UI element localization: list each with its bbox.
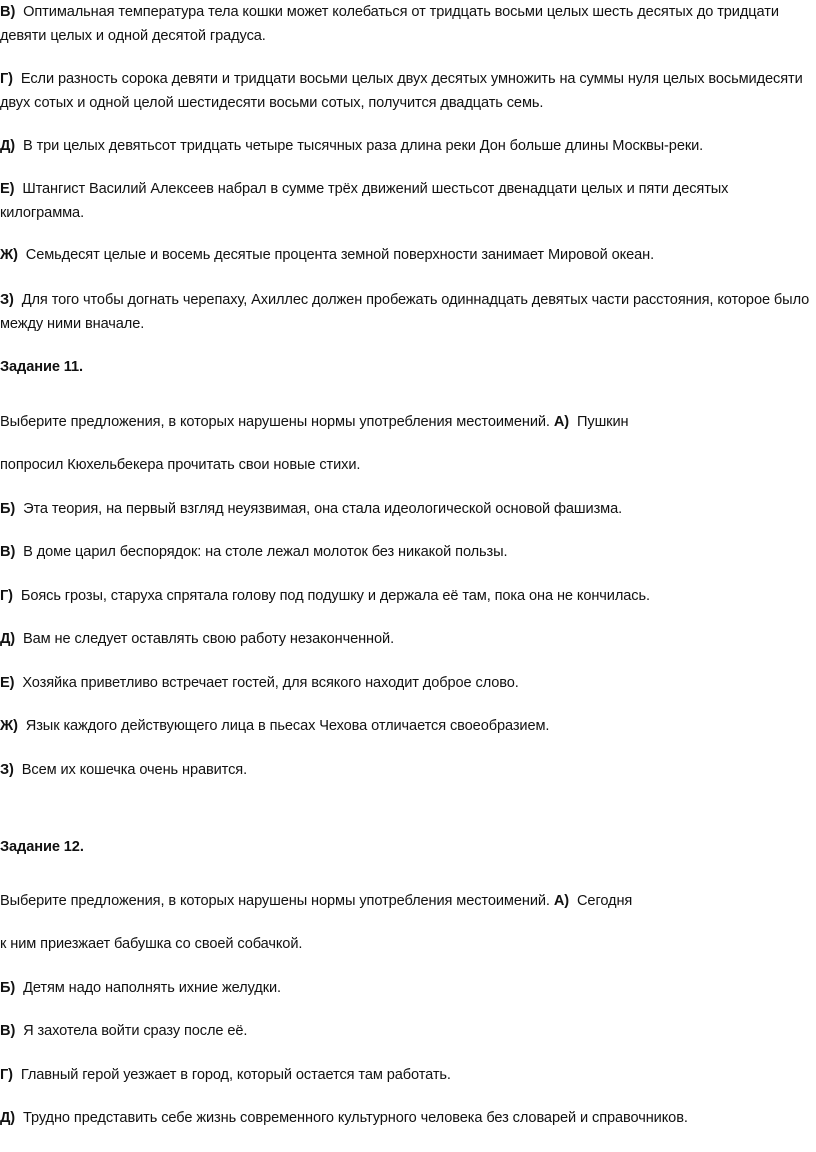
task10-item-e — [0, 177, 810, 225]
item-letter: В) — [0, 4, 16, 20]
task11-item-d — [0, 627, 810, 651]
item-letter: А) — [553, 414, 570, 430]
item-text: Язык каждого действующего лица в пьесах Чехова отличается своеобразием. — [25, 718, 550, 734]
item-letter: З) — [0, 762, 14, 778]
task11-intro: Выберите предложения, в которых нарушены нормы употребления местоимений. — [0, 414, 550, 430]
item-text: Если разность сорока девяти и тридцати восьми целых двух десятых умножить на суммы нуля целых восьмидесяти двух сотых и одной целой шестидесяти восьми сотых, получится двадцать семь. — [0, 71, 803, 111]
item-letter: Д) — [0, 138, 16, 154]
item-letter: Е) — [0, 181, 15, 197]
task10-item-z — [0, 288, 810, 336]
task12-intro-line — [0, 889, 810, 913]
item-letter: Ж) — [0, 718, 18, 734]
task11-item-a-cont: попросил Кюхельбекера прочитать свои новые стихи. — [0, 457, 361, 473]
item-letter: В) — [0, 544, 16, 560]
item-text: Главный герой уезжает в город, который остается там работать. — [20, 1067, 451, 1083]
item-text: Вам не следует оставлять свою работу незаконченной. — [22, 631, 395, 647]
task12-heading: Задание 12. — [0, 839, 84, 855]
task12-item-a-cont: к ним приезжает бабушка со своей собачкой. — [0, 936, 303, 952]
task12-item-g — [0, 1063, 810, 1087]
item-text: В доме царил беспорядок: на столе лежал молоток без никакой пользы. — [23, 544, 508, 560]
item-letter: А) — [553, 893, 570, 909]
item-letter: Б) — [0, 980, 16, 996]
item-letter: З) — [0, 292, 14, 308]
item-letter: Г) — [0, 588, 13, 604]
item-letter: Б) — [0, 501, 16, 517]
item-text: Детям надо наполнять ихние желудки. — [23, 980, 281, 996]
task11-intro-line — [0, 410, 810, 434]
item-letter: Д) — [0, 1110, 16, 1126]
item-letter: Г) — [0, 71, 13, 87]
item-letter: В) — [0, 1023, 16, 1039]
item-text: Трудно представить себе жизнь современного культурного человека без словарей и справочников. — [22, 1110, 688, 1126]
task10-item-v — [0, 0, 810, 48]
task11-item-v — [0, 540, 810, 564]
task12-item-v — [0, 1019, 810, 1043]
item-letter: Е) — [0, 675, 15, 691]
task11-item-b — [0, 497, 810, 521]
task10-item-g — [0, 67, 810, 115]
item-text: Эта теория, на первый взгляд неуязвимая, она стала идеологической основой фашизма. — [23, 501, 623, 517]
item-text: Сегодня — [576, 893, 633, 909]
task12-item-b — [0, 976, 810, 1000]
item-text: Хозяйка приветливо встречает гостей, для всякого находит доброе слово. — [22, 675, 519, 691]
item-text: Семьдесят целые и восемь десятые процента земной поверхности занимает Мировой океан. — [25, 247, 655, 263]
task11-item-zh — [0, 714, 810, 738]
item-letter: Г) — [0, 1067, 13, 1083]
item-text: Боясь грозы, старуха спрятала голову под подушку и держала её там, пока она не кончилась. — [20, 588, 650, 604]
item-text: Я захотела войти сразу после её. — [23, 1023, 248, 1039]
item-text: Для того чтобы догнать черепаху, Ахиллес должен пробежать одиннадцать девятых части расстояния, которое было между ними вначале. — [0, 292, 810, 332]
task11-item-z — [0, 758, 810, 782]
task10-item-zh — [0, 243, 810, 267]
task11-heading: Задание 11. — [0, 359, 83, 375]
task12-intro: Выберите предложения, в которых нарушены нормы употребления местоимений. — [0, 893, 550, 909]
item-text: В три целых девятьсот тридцать четыре тысячных раза длина реки Дон больше длины Москвы-реки. — [22, 138, 704, 154]
item-letter: Ж) — [0, 247, 18, 263]
task10-item-d — [0, 134, 810, 158]
item-text: Пушкин — [576, 414, 629, 430]
item-text: Оптимальная температура тела кошки может колебаться от тридцать восьми целых шесть десятых до тридцати девяти целых и одной десятой градуса. — [0, 4, 779, 44]
item-text: Всем их кошечка очень нравится. — [21, 762, 248, 778]
task11-item-e — [0, 671, 810, 695]
item-letter: Д) — [0, 631, 16, 647]
task12-item-d — [0, 1106, 810, 1130]
item-text: Штангист Василий Алексеев набрал в сумме трёх движений шестьсот двенадцати целых и пяти десятых килограмма. — [0, 181, 729, 221]
task11-item-g — [0, 584, 810, 608]
